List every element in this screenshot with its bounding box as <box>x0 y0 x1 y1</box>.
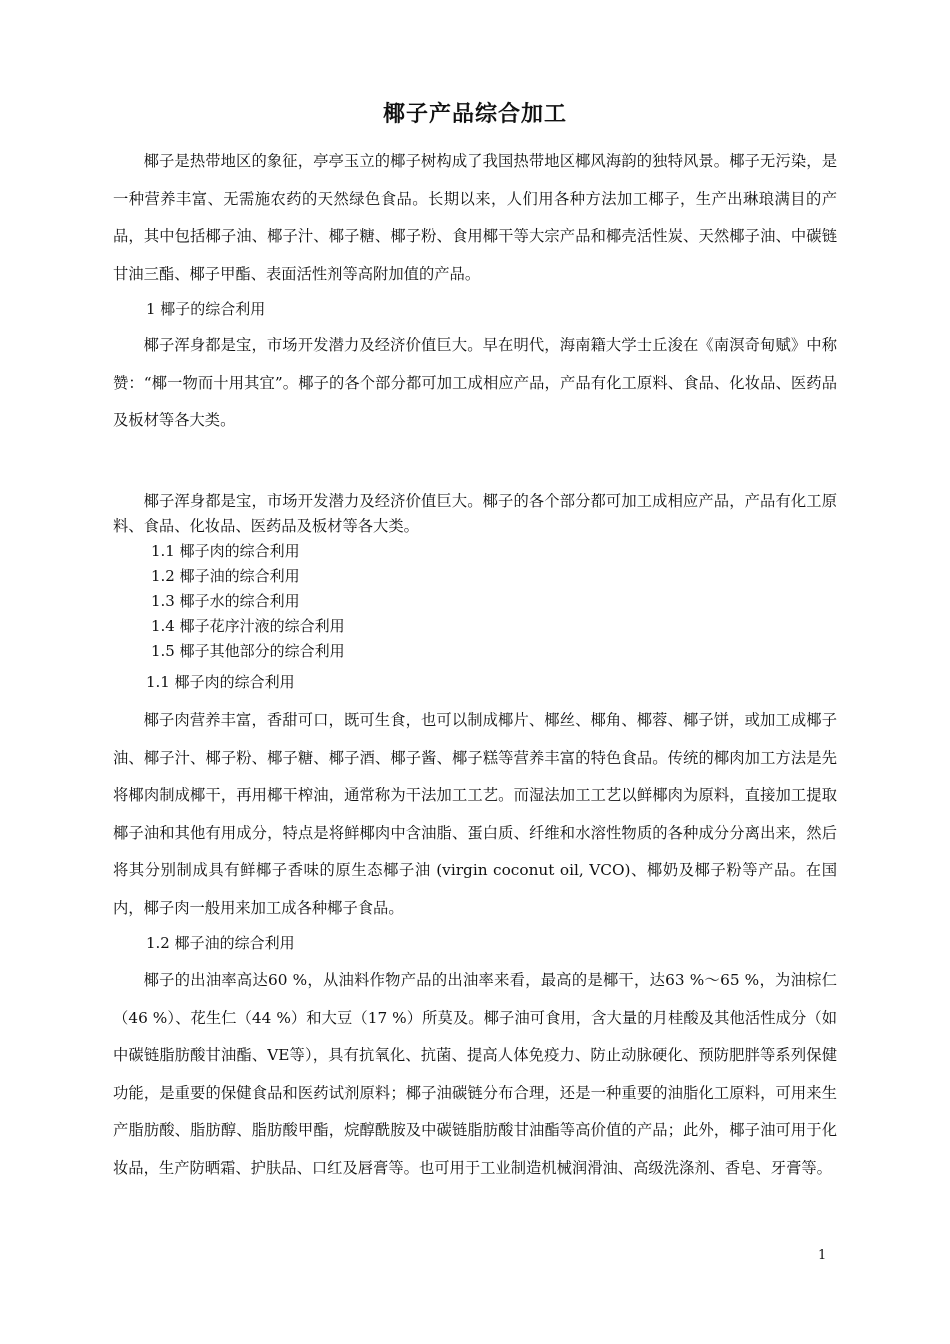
section-1-2-heading: 1.2 椰子油的综合利用 <box>146 934 295 952</box>
subsection-list-item: 1.3 椰子水的综合利用 <box>151 592 300 610</box>
subsection-list-item: 1.2 椰子油的综合利用 <box>151 567 300 585</box>
section-1-summary-paragraph: 椰子浑身都是宝，市场开发潜力及经济价值巨大。椰子的各个部分都可加工成相应产品，产品有化工原料、食品、化妆品、医药品及板材等各大类。 <box>113 492 837 535</box>
subsection-list <box>151 539 345 664</box>
intro-paragraph: 椰子是热带地区的象征，亭亭玉立的椰子树构成了我国热带地区椰风海韵的独特风景。椰子无污染，是一种营养丰富、无需施农药的天然绿色食品。长期以来，人们用各种方法加工椰子，生产出琳琅满目的产品，其中包括椰子油、椰子汁、椰子糖、椰子粉、食用椰干等大宗产品和椰壳活性炭、天然椰子油、中碳链甘油三酯、椰子甲酯、表面活性剂等高附加值的产品。 <box>113 152 837 283</box>
subsection-list-item: 1.5 椰子其他部分的综合利用 <box>151 642 345 660</box>
section-1-1-paragraph: 椰子肉营养丰富，香甜可口，既可生食，也可以制成椰片、椰丝、椰角、椰蓉、椰子饼，或加工成椰子油、椰子汁、椰子粉、椰子糖、椰子酒、椰子酱、椰子糕等营养丰富的特色食品。传统的椰肉加工方法是先将椰肉制成椰干，再用椰干榨油，通常称为干法加工工艺。而湿法加工工艺以鲜椰肉为原料，直接加工提取椰子油和其他有用成分，特点是将鲜椰肉中含油脂、蛋白质、纤维和水溶性物质的各种成分分离出来，然后将其分别制成具有鲜椰子香味的原生态椰子油 (virgin coconut oil, VCO)、椰奶及椰子粉等产品。在国内，椰子肉一般用来加工成各种椰子食品。 <box>113 711 837 917</box>
page-number: 1 <box>818 1248 827 1263</box>
subsection-list-item: 1.1 椰子肉的综合利用 <box>151 542 300 560</box>
document-title: 椰子产品综合加工 <box>382 102 567 127</box>
section-1-heading: 1 椰子的综合利用 <box>146 300 266 318</box>
section-1-2-paragraph: 椰子的出油率高达60 %，从油料作物产品的出油率来看，最高的是椰干，达63 %～65 %，为油棕仁（46 %）、花生仁（44 %）和大豆（17 %）所莫及。椰子油可食用，含大量的月桂酸及其他活性成分（如中碳链脂肪酸甘油酯、VE等），具有抗氧化、抗菌、提高人体免疫力、防止动脉硬化、预防肥胖等系列保健功能，是重要的保健食品和医药试剂原料；椰子油碳链分布合理，还是一种重要的油脂化工原料，可用来生产脂肪酸、脂肪醇、脂肪酸甲酯，烷醇酰胺及中碳链脂肪酸甘油酯等高价值的产品；此外，椰子油可用于化妆品，生产防晒霜、护肤品、口红及唇膏等。也可用于工业制造机械润滑油、高级洗涤剂、香皂、牙膏等。 <box>113 971 837 1177</box>
section-1-1-heading: 1.1 椰子肉的综合利用 <box>146 673 295 691</box>
subsection-list-item: 1.4 椰子花序汁液的综合利用 <box>151 617 345 635</box>
section-1-paragraph: 椰子浑身都是宝，市场开发潜力及经济价值巨大。早在明代，海南籍大学士丘浚在《南溟奇甸赋》中称赞：“椰一物而十用其宜”。椰子的各个部分都可加工成相应产品，产品有化工原料、食品、化妆品、医药品及板材等各大类。 <box>113 336 837 429</box>
